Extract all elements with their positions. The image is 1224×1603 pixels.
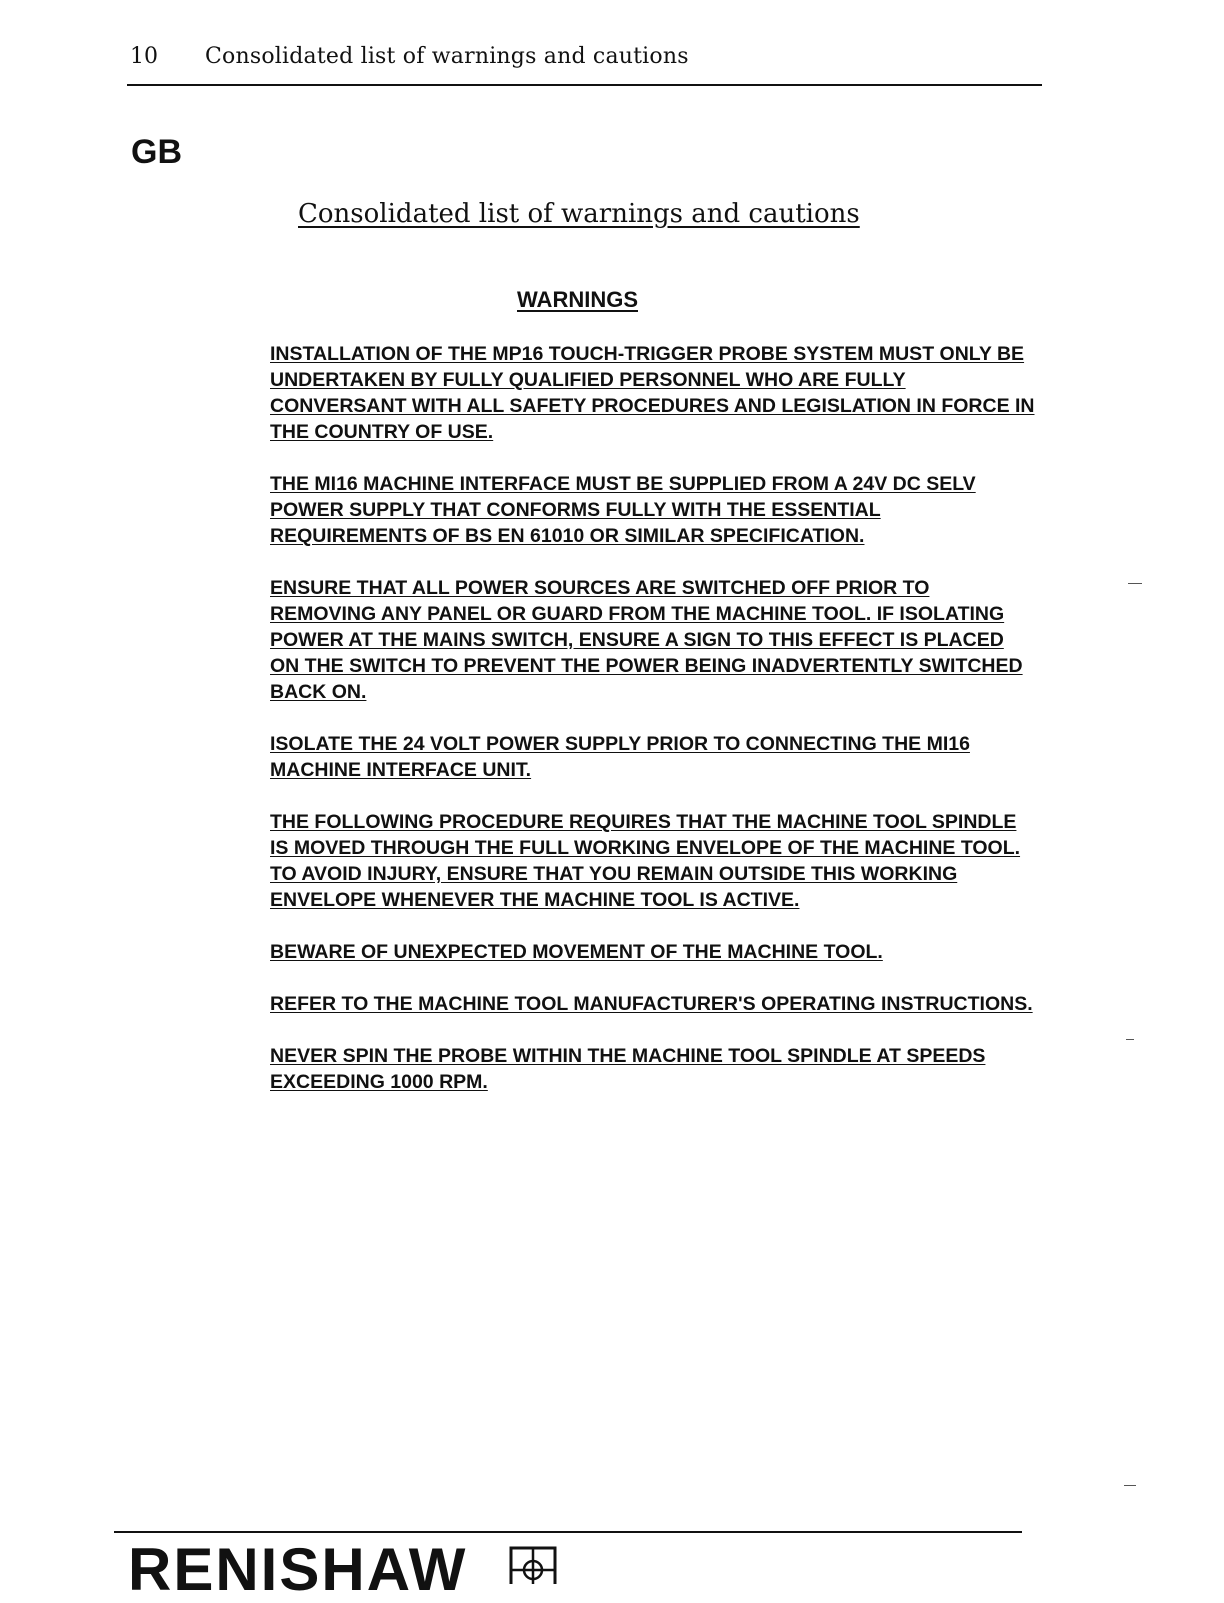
margin-mark — [1128, 583, 1142, 584]
warning-item: NEVER SPIN THE PROBE WITHIN THE MACHINE TOOL SPINDLE AT SPEEDS EXCEEDING 1000 RPM. — [270, 1045, 986, 1093]
language-code: GB — [131, 133, 182, 171]
margin-mark — [1126, 1039, 1134, 1040]
warning-item: THE FOLLOWING PROCEDURE REQUIRES THAT THE MACHINE TOOL SPINDLE IS MOVED THROUGH THE FULL WORKING ENVELOPE OF THE MACHINE TOOL. TO AVOID INJURY, ENSURE THAT YOU REMAIN OUTSIDE THIS WORKING ENVELOPE WHENEVER THE MACHINE TOOL IS ACTIVE. — [270, 811, 1021, 911]
section-heading: WARNINGS — [517, 287, 638, 312]
warning-item: THE MI16 MACHINE INTERFACE MUST BE SUPPLIED FROM A 24V DC SELV POWER SUPPLY THAT CONFORMS FULLY WITH THE ESSENTIAL REQUIREMENTS OF BS EN 61010 OR SIMILAR SPECIFICATION. — [270, 473, 976, 547]
renishaw-logo-mark-icon — [508, 1545, 558, 1584]
footer-rule — [114, 1531, 1022, 1533]
page-title: Consolidated list of warnings and cautions — [298, 199, 860, 229]
page-number: 10 — [130, 44, 158, 69]
warning-item: INSTALLATION OF THE MP16 TOUCH-TRIGGER PROBE SYSTEM MUST ONLY BE UNDERTAKEN BY FULLY QUALIFIED PERSONNEL WHO ARE FULLY CONVERSANT WITH ALL SAFETY PROCEDURES AND LEGISLATION IN FORCE IN THE COUNTRY OF USE. — [270, 343, 1035, 443]
running-head: Consolidated list of warnings and cautions — [205, 44, 689, 69]
warning-list — [266, 341, 1036, 1121]
header-rule — [127, 84, 1042, 86]
warning-item: BEWARE OF UNEXPECTED MOVEMENT OF THE MACHINE TOOL. — [270, 941, 883, 963]
margin-mark — [1124, 1485, 1136, 1486]
brand-logo: RENISHAW — [128, 1536, 468, 1603]
warning-item: ENSURE THAT ALL POWER SOURCES ARE SWITCHED OFF PRIOR TO REMOVING ANY PANEL OR GUARD FROM THE MACHINE TOOL. IF ISOLATING POWER AT THE MAINS SWITCH, ENSURE A SIGN TO THIS EFFECT IS PLACED ON THE SWITCH TO PREVENT THE POWER BEING INADVERTENTLY SWITCHED BACK ON. — [270, 577, 1023, 703]
warning-item: REFER TO THE MACHINE TOOL MANUFACTURER'S OPERATING INSTRUCTIONS. — [270, 993, 1033, 1015]
warning-item: ISOLATE THE 24 VOLT POWER SUPPLY PRIOR TO CONNECTING THE MI16 MACHINE INTERFACE UNIT. — [270, 733, 970, 781]
